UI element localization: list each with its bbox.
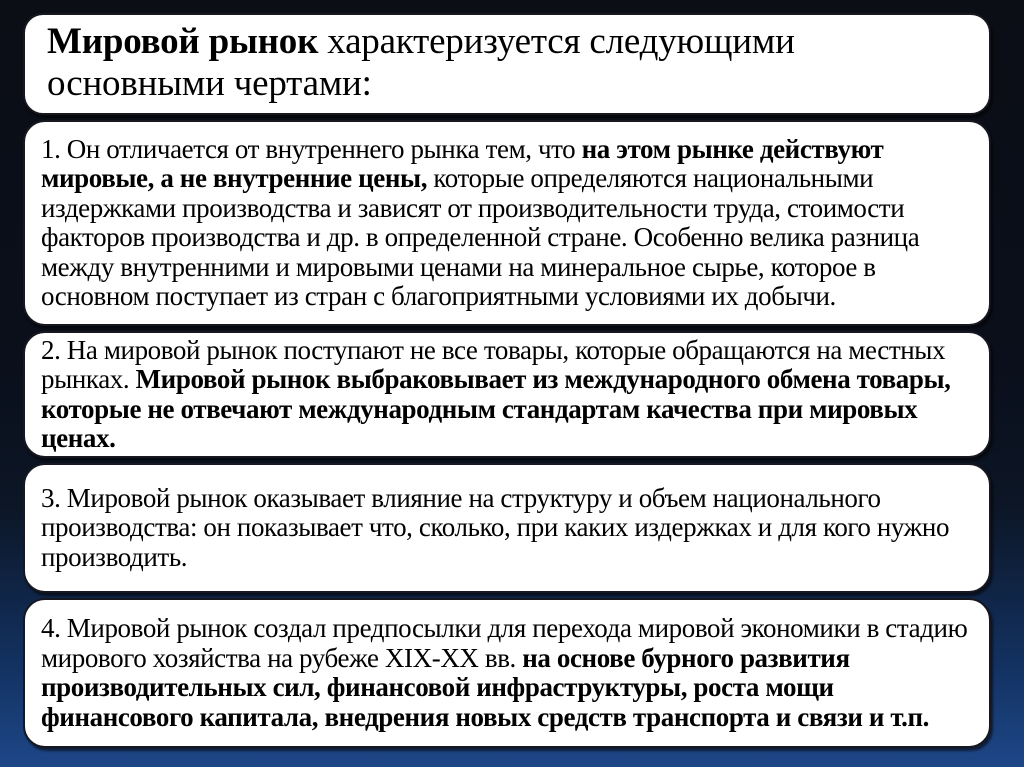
point-box-1 <box>23 120 991 326</box>
point-box-2 <box>23 331 991 458</box>
point-text-2: 2. На мировой рынок поступают не все товары, которые обращаются на местных рынках. Мировой рынок выбраковывает из международного обмена товары, которые не отвечают международным стандартам качества при мировых ценах. <box>41 334 951 453</box>
point-box-3 <box>23 463 991 593</box>
point-text-3: 3. Мировой рынок оказывает влияние на структуру и объем национального производства: он показывает что, сколько, при каких издержках и для кого нужно производить. <box>41 482 950 572</box>
point-text-4: 4. Мировой рынок создал предпосылки для перехода мировой экономики в стадию мирового хозяйства на рубеже XIX-XX вв. на основе бурного развития производительных сил, финансовой инфраструктуры, роста мощи финансового капитала, внедрения новых средств транспорта и связи и т.п. <box>41 613 968 732</box>
title-box <box>23 13 991 115</box>
point-box-4 <box>23 598 991 748</box>
point-text-1: 1. Он отличается от внутреннего рынка тем, что на этом рынке действуют мировые, а не внутренние цены, которые определяются национальными издержками производства и зависят от производительности труда, стоимости факторов производства и др. в определенной стране. Особенно велика разница между внутренними и мировыми ценами на минеральное сырье, которое в основном поступает из стран с благоприятными условиями их добычи. <box>41 133 920 311</box>
slide-title: Мировой рынок характеризуется следующими основными чертами: <box>47 21 795 104</box>
